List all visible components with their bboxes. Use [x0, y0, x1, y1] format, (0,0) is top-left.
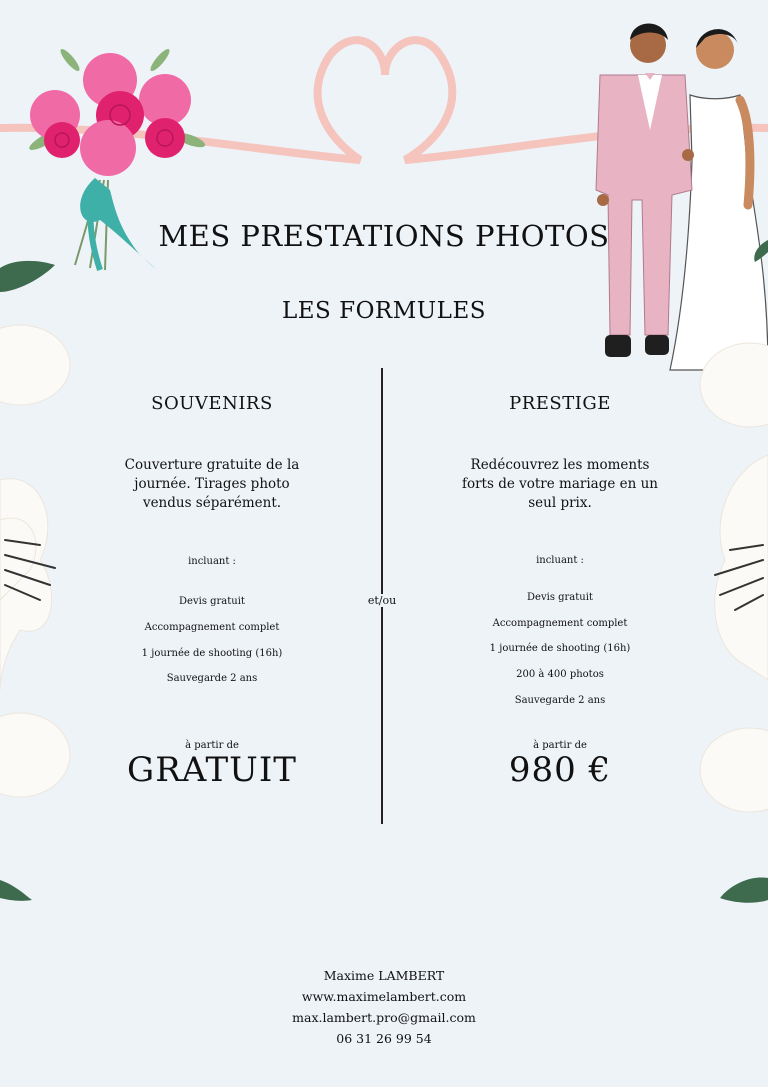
- lily-flower-icon: [0, 325, 70, 797]
- separator-label: et/ou: [362, 594, 402, 607]
- include-item: 1 journée de shooting (16h): [489, 643, 631, 654]
- include-item: Devis gratuit: [179, 596, 245, 607]
- contact-phone[interactable]: 06 31 26 99 54: [336, 1031, 432, 1046]
- contact-website[interactable]: www.maximelambert.com: [301, 989, 467, 1004]
- price-value: 980 €: [508, 750, 612, 790]
- formule-description-prestige: [440, 456, 680, 513]
- include-item: 200 à 400 photos: [516, 669, 604, 680]
- description-line: forts de votre mariage en un: [461, 476, 658, 492]
- includes-label: incluant :: [536, 555, 584, 566]
- contact-email[interactable]: max.lambert.pro@gmail.com: [292, 1010, 476, 1025]
- page-subtitle: LES FORMULES: [281, 298, 486, 324]
- wedding-couple-icon: [596, 24, 768, 371]
- lily-flower-icon: [700, 343, 768, 812]
- price-value: GRATUIT: [127, 750, 297, 790]
- description-line: journée. Tirages photo: [134, 476, 290, 492]
- include-item: Accompagnement complet: [492, 618, 628, 629]
- description-line: seul prix.: [528, 495, 592, 511]
- formule-description-souvenirs: [92, 456, 332, 513]
- include-item: 1 journée de shooting (16h): [141, 648, 283, 659]
- contact-name: Maxime LAMBERT: [323, 968, 445, 983]
- page-title: MES PRESTATIONS PHOTOS: [158, 219, 610, 253]
- include-item: Accompagnement complet: [144, 622, 280, 633]
- price-prefix: à partir de: [533, 740, 587, 751]
- include-item: Devis gratuit: [527, 592, 593, 603]
- formule-name-souvenirs: SOUVENIRS: [151, 393, 273, 414]
- price-prefix: à partir de: [185, 740, 239, 751]
- include-item: Sauvegarde 2 ans: [166, 673, 258, 684]
- includes-label: incluant :: [188, 556, 236, 567]
- description-line: vendus séparément.: [142, 495, 282, 511]
- formule-name-prestige: PRESTIGE: [509, 393, 611, 414]
- description-line: Couverture gratuite de la: [124, 457, 300, 473]
- include-item: Sauvegarde 2 ans: [514, 695, 606, 706]
- description-line: Redécouvrez les moments: [470, 457, 650, 473]
